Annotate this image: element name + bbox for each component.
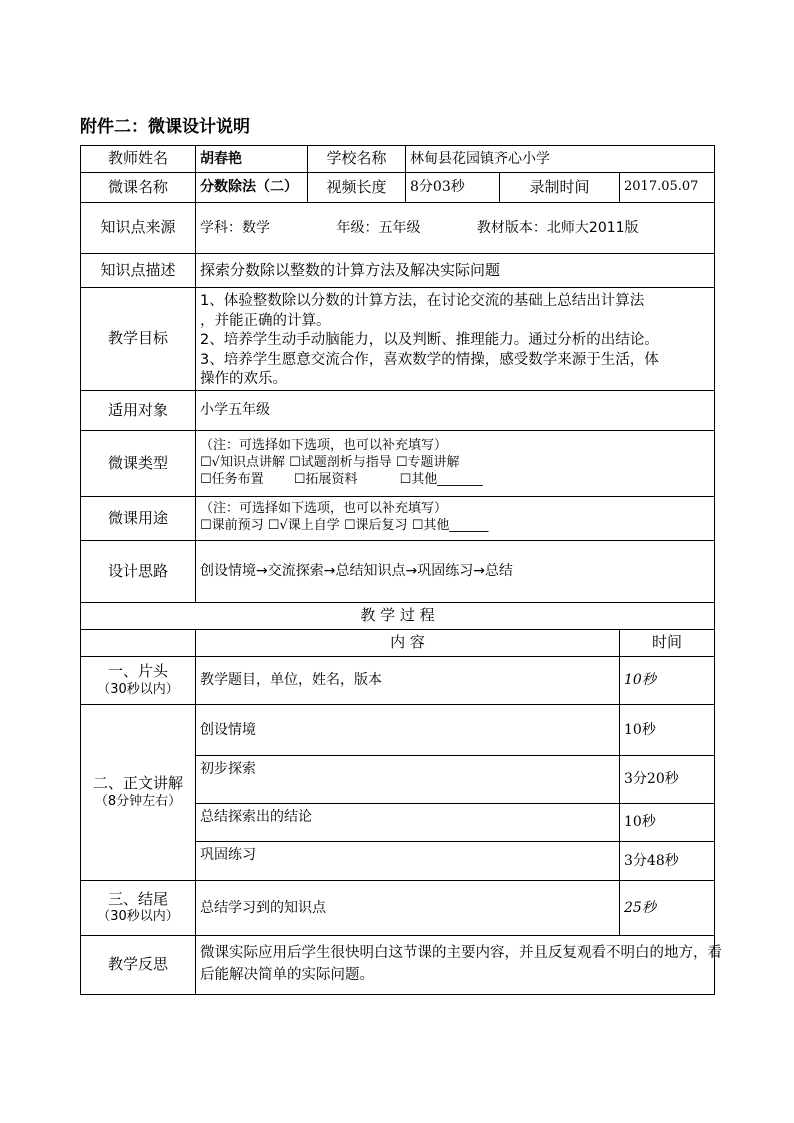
option-preview[interactable]: ☐课前预习 xyxy=(200,518,264,534)
section-3-content: 总结学习到的知识点 xyxy=(196,880,620,935)
type-row-2 xyxy=(200,472,710,489)
row-type xyxy=(81,430,715,496)
source-value xyxy=(196,203,715,254)
usage-row-1 xyxy=(200,518,710,535)
section-2-content: 初步探索 xyxy=(196,755,620,803)
row-goals xyxy=(81,288,715,391)
goal-line: ，并能正确的计算。 xyxy=(200,312,331,329)
section-1-content: 教学题目，单位，姓名，版本 xyxy=(196,656,620,704)
goal-line: 2、培养学生动手动脑能力，以及判断、推理能力。通过分析的出结论。 xyxy=(200,332,659,349)
source-grade: 年级：五年级 xyxy=(336,219,421,236)
video-length-label: 视频长度 xyxy=(308,173,406,203)
option-knowledge-explain[interactable]: ☐√知识点讲解 xyxy=(200,454,285,470)
process-title: 教 学 过 程 xyxy=(81,602,715,629)
document-title: 附件二：微课设计说明 xyxy=(80,117,250,137)
usage-note: （注：可选择如下选项，也可以补充填写） xyxy=(200,501,448,517)
source-label: 知识点来源 xyxy=(81,203,196,254)
type-note: （注：可选择如下选项，也可以补充填写） xyxy=(200,437,448,453)
section-2-time: 10秒 xyxy=(620,803,715,841)
row-design xyxy=(81,540,715,602)
reflection-value xyxy=(196,935,722,994)
row-audience xyxy=(81,390,715,430)
school-value: 林甸县花园镇齐心小学 xyxy=(406,146,715,173)
row-section-3 xyxy=(81,880,715,935)
design-value: 创设情境→交流探索→总结知识点→巩固练习→总结 xyxy=(196,540,715,602)
usage-label: 微课用途 xyxy=(81,496,196,540)
section-3-label xyxy=(81,880,196,935)
row-section-2-item-1 xyxy=(81,704,715,755)
type-options xyxy=(196,430,715,496)
goals-value xyxy=(196,288,715,391)
type-row-1 xyxy=(200,455,710,472)
source-subject: 学科：数学 xyxy=(200,219,270,236)
reflection-line: 微课实际应用后学生很快明白这节课的主要内容，并且反复观看不明白的地方，看 xyxy=(200,945,722,962)
record-time-label: 录制时间 xyxy=(500,173,620,203)
teacher-label: 教师姓名 xyxy=(81,146,196,173)
section-2-title: 二、正文讲解 xyxy=(92,774,183,793)
section-2-label xyxy=(81,704,196,880)
goal-line: 操作的欢乐。 xyxy=(200,371,287,388)
section-2-content: 巩固练习 xyxy=(196,841,620,880)
video-length-value: 8分03秒 xyxy=(406,173,500,203)
row-usage xyxy=(81,496,715,540)
section-1-time: 10秒 xyxy=(620,656,715,704)
lesson-value: 分数除法（二） xyxy=(196,173,308,203)
teacher-value: 胡春艳 xyxy=(196,146,308,173)
design-label: 设计思路 xyxy=(81,540,196,602)
option-review[interactable]: ☐课后复习 xyxy=(343,518,408,534)
section-3-sub: （30秒以内） xyxy=(97,909,179,925)
audience-value: 小学五年级 xyxy=(196,390,715,430)
section-1-label xyxy=(81,656,196,704)
row-teacher xyxy=(81,146,715,173)
option-task[interactable]: ☐任务布置 xyxy=(200,471,264,487)
row-source xyxy=(81,203,715,254)
usage-options xyxy=(196,496,715,540)
record-time-value: 2017.05.07 xyxy=(620,173,715,203)
section-2-time: 10秒 xyxy=(620,704,715,755)
time-header: 时间 xyxy=(620,629,715,656)
type-label: 微课类型 xyxy=(81,430,196,496)
lesson-label: 微课名称 xyxy=(81,173,196,203)
description-label: 知识点描述 xyxy=(81,254,196,288)
source-edition: 教材版本：北师大2011版 xyxy=(476,219,639,236)
option-other-usage[interactable]: ☐其他______ xyxy=(411,518,489,534)
description-value: 探索分数除以整数的计算方法及解决实际问题 xyxy=(196,254,715,288)
row-process-header xyxy=(81,629,715,656)
audience-label: 适用对象 xyxy=(81,390,196,430)
goal-line: 1、体验整数除以分数的计算方法，在讨论交流的基础上总结出计算法 xyxy=(200,293,645,309)
section-2-content: 总结探索出的结论 xyxy=(196,803,620,841)
section-3-title: 三、结尾 xyxy=(107,889,168,908)
section-1-title: 一、片头 xyxy=(107,662,168,681)
row-lesson xyxy=(81,173,715,203)
section-2-content: 创设情境 xyxy=(196,704,620,755)
reflection-label: 教学反思 xyxy=(81,935,196,994)
row-process-title xyxy=(81,602,715,629)
row-section-1 xyxy=(81,656,715,704)
goal-line: 3、培养学生愿意交流合作，喜欢数学的情操，感受数学来源于生活，体 xyxy=(200,351,659,368)
school-label: 学校名称 xyxy=(308,146,406,173)
content-header: 内 容 xyxy=(196,629,620,656)
section-2-sub: （8分钟左右） xyxy=(94,793,182,809)
section-3-time: 25秒 xyxy=(620,880,715,935)
row-reflection xyxy=(81,935,715,994)
option-other-type[interactable]: ☐其他_______ xyxy=(399,471,483,487)
goals-label: 教学目标 xyxy=(81,288,196,391)
row-description xyxy=(81,254,715,288)
section-1-sub: （30秒以内） xyxy=(97,681,179,697)
section-2-time: 3分48秒 xyxy=(620,841,715,880)
option-exam-analysis[interactable]: ☐试题剖析与指导 xyxy=(289,454,392,470)
design-form-table xyxy=(80,145,722,995)
option-topic-explain[interactable]: ☐专题讲解 xyxy=(395,454,460,470)
option-extended-material[interactable]: ☐拓展资料 xyxy=(293,471,358,487)
section-2-time: 3分20秒 xyxy=(620,755,715,803)
option-self-study[interactable]: ☐√课上自学 xyxy=(267,518,340,534)
process-header-blank xyxy=(81,629,196,656)
reflection-line: 后能解决简单的实际问题。 xyxy=(200,966,374,983)
